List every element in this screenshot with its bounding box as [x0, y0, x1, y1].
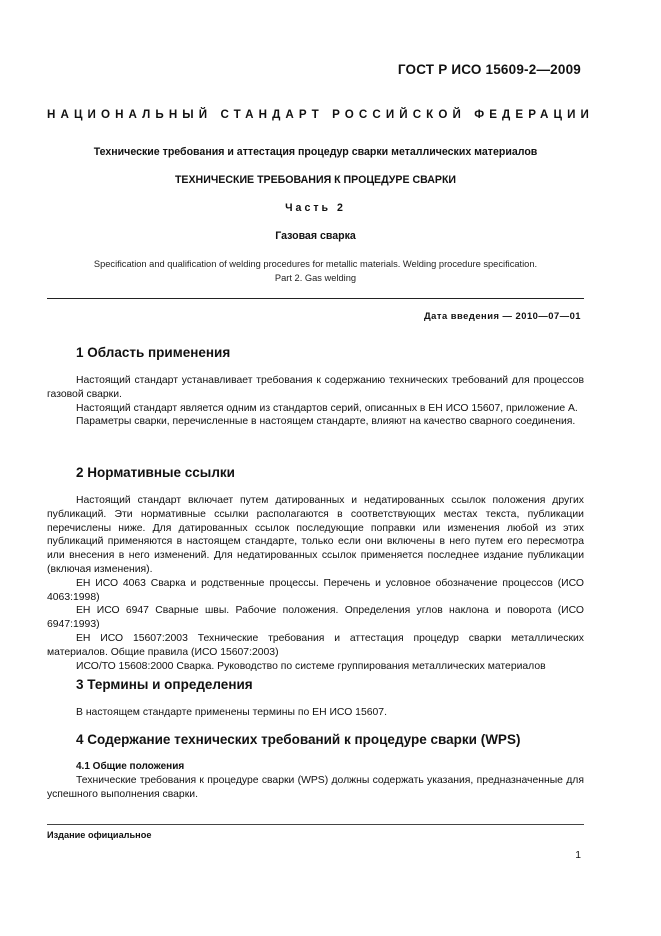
- section-4-body: [47, 774, 584, 802]
- section-1-body: [47, 374, 584, 429]
- reference-item: ЕН ИСО 6947 Сварные швы. Рабочие положения. Определения углов наклона и поворота (ИСО 6947:1993): [47, 605, 584, 631]
- section-4-heading: 4 Содержание технических требований к процедуре сварки (WPS): [76, 732, 521, 747]
- part-title: Газовая сварка: [275, 230, 356, 242]
- main-title: ТЕХНИЧЕСКИЕ ТРЕБОВАНИЯ К ПРОЦЕДУРЕ СВАРКИ: [174, 174, 457, 186]
- english-title-line-2: Part 2. Gas welding: [274, 272, 357, 283]
- page-number: 1: [575, 850, 581, 861]
- general-title: Технические требования и аттестация процедур сварки металлических материалов: [93, 146, 538, 158]
- national-standard-banner: НАЦИОНАЛЬНЫЙ СТАНДАРТ РОССИЙСКОЙ ФЕДЕРАЦИИ: [47, 108, 594, 121]
- paragraph: Настоящий стандарт является одним из стандартов серий, описанных в ЕН ИСО 15607, приложение А.: [76, 402, 578, 414]
- paragraph: Настоящий стандарт устанавливает требования к содержанию технических требований для процессов газовой сварки.: [47, 375, 584, 400]
- part-label: Часть 2: [285, 202, 346, 214]
- paragraph: В настоящем стандарте применены термины по ЕН ИСО 15607.: [76, 707, 387, 718]
- header-divider: [47, 298, 584, 299]
- paragraph: Технические требования к процедуре сварки (WPS) должны содержать указания, предназначенные для успешного выполнения сварки.: [47, 775, 584, 800]
- introduction-date: Дата введения — 2010—07—01: [423, 310, 581, 321]
- section-2-heading: 2 Нормативные ссылки: [76, 465, 235, 480]
- subsection-4-1-heading: 4.1 Общие положения: [76, 761, 185, 772]
- paragraph: Настоящий стандарт включает путем датированных и недатированных ссылок положения других публикаций. Эти нормативные ссылки располагаются в соответствующих местах текста, публикации перечислены ниже. Для датированных ссылок последующие поправки или изменения любой из этих публикаций применяются в настоящем стандарте, только если они включены в него путем его пересмотра или внесения в него изменений. Для недатированных ссылок применяется последнее издание публикации (включая изменения).: [47, 495, 584, 575]
- paragraph: Параметры сварки, перечисленные в настоящем стандарте, влияют на качество сварного соединения.: [76, 416, 576, 428]
- footer-divider: [47, 824, 584, 825]
- english-title: [47, 258, 584, 285]
- reference-item: ЕН ИСО 4063 Сварка и родственные процессы. Перечень и условное обозначение процессов (ИСО 4063:1998): [47, 577, 584, 603]
- reference-item: ЕН ИСО 15607:2003 Технические требования и аттестация процедур сварки металлических материалов. Общие правила (ИСО 15607:2003): [47, 632, 584, 658]
- section-2-body: [47, 494, 584, 673]
- section-3-heading: 3 Термины и определения: [76, 677, 253, 692]
- official-edition-label: Издание официальное: [47, 830, 152, 840]
- document-code: ГОСТ Р ИСО 15609-2—2009: [397, 62, 581, 77]
- reference-item: ИСО/ТО 15608:2000 Сварка. Руководство по системе группирования металлических материалов: [76, 660, 546, 672]
- section-1-heading: 1 Область применения: [76, 345, 231, 360]
- english-title-line-1: Specification and qualification of welding procedures for metallic materials. Welding procedure specification.: [93, 259, 538, 269]
- section-3-body: [47, 706, 584, 720]
